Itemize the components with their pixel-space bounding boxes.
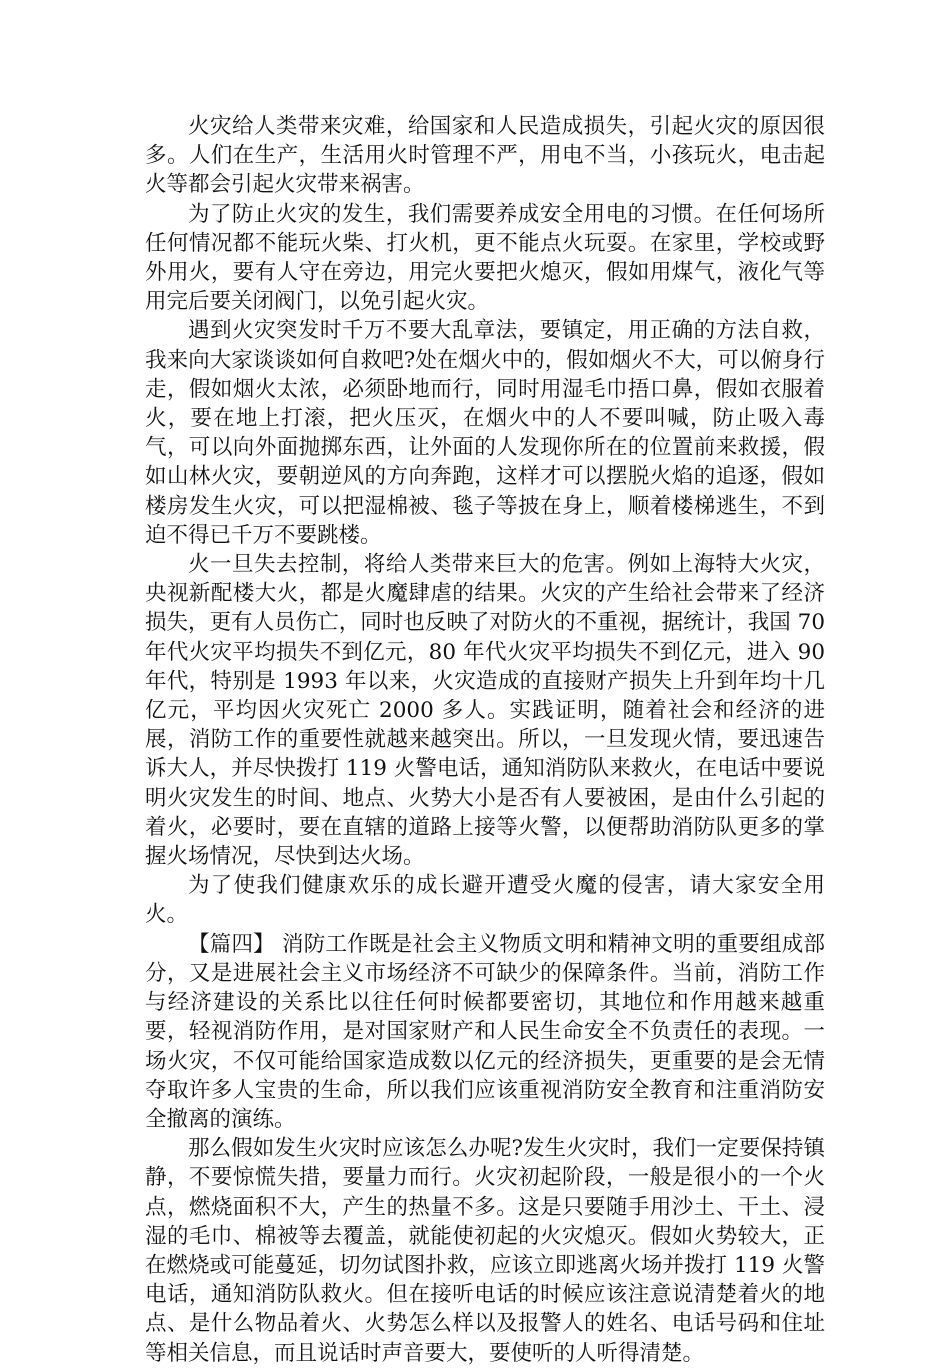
paragraph-fire-prevention: 为了防止火灾的发生，我们需要养成安全用电的习惯。在任何场所任何情况都不能玩火柴、打火机，更不能点火玩耍。在家里，学校或野外用火，要有人守在旁边，用完火要把火熄灭，假如用煤气，液化气等用完后要关闭阀门，以免引起火灾。 — [145, 201, 825, 315]
document-body — [145, 112, 825, 1368]
paragraph-self-rescue: 遇到火灾突发时千万不要大乱章法，要镇定，用正确的方法自救，我来向大家谈谈如何自救吧?处在烟火中的，假如烟火不大，可以俯身行走，假如烟火太浓，必须卧地而行，同时用湿毛巾捂口鼻，假如衣服着火，要在地上打滚，把火压灭，在烟火中的人不要叫喊，防止吸入毒气，可以向外面抛掷东西，让外面的人发现你所在的位置前来救援，假如山林火灾，要朝逆风的方向奔跑，这样才可以摆脱火焰的追逐，假如楼房发生火灾，可以把湿棉被、毯子等披在身上，顺着楼梯逃生，不到迫不得已千万不要跳楼。 — [145, 318, 825, 548]
section-tag: 【篇四】 — [188, 931, 275, 957]
paragraph-what-to-do: 那么假如发生火灾时应该怎么办呢?发生火灾时，我们一定要保持镇静，不要惊慌失措，要量力而行。火灾初起阶段，一般是很小的一个火点，燃烧面积不大，产生的热量不多。这是只要随手用沙土、干土、浸湿的毛巾、棉被等去覆盖，就能使初起的火灾熄灭。假如火势较大，正在燃烧或可能蔓延，切勿试图扑救，应该立即逃离火场并拨打 119 火警电话，通知消防队救火。但在接听电话的时候应该注意说清楚着火的地点、是什么物品着火、火势怎么样以及报警人的姓名、电话号码和住址等相关信息，而且说话时声音要大，要使听的人听得清楚。 — [145, 1136, 825, 1366]
paragraph-fire-danger: 火一旦失去控制，将给人类带来巨大的危害。例如上海特大火灾，央视新配楼大火，都是火魔肆虐的结果。火灾的产生给社会带来了经济损失，更有人员伤亡，同时也反映了对防火的不重视，据统计，我国 70 年代火灾平均损失不到亿元，80 年代火灾平均损失不到亿元，进入 90 年代，特别是 1993 年以来，火灾造成的直接财产损失上升到年均十几亿元，平均因火灾死亡 2000 多人。实践证明，随着社会和经济的进展，消防工作的重要性就越来越突出。所以，一旦发现火情，要迅速告诉大人，并尽快拨打 119 火警电话，通知消防队来救火，在电话中要说明火灾发生的时间、地点、火势大小是否有人要被困，是由什么引起的着火，必要时，要在直辖的道路上接等火警，以便帮助消防队更多的掌握火场情况，尽快到达火场。 — [145, 552, 825, 870]
paragraph-safe-fire-use: 为了使我们健康欢乐的成长避开遭受火魔的侵害，请大家安全用火。 — [145, 873, 825, 928]
paragraph-section-four — [145, 930, 825, 1134]
paragraph-fire-disaster: 火灾给人类带来灾难，给国家和人民造成损失，引起火灾的原因很多。人们在生产，生活用火时管理不严，用电不当，小孩玩火，电击起火等都会引起火灾带来祸害。 — [145, 114, 825, 198]
section-four-text: 消防工作既是社会主义物质文明和精神文明的重要组成部分，又是进展社会主义市场经济不可缺少的保障条件。当前，消防工作与经济建设的关系比以往任何时候都要密切，其地位和作用越来越重要，轻视消防作用，是对国家财产和人民生命安全不负责任的表现。一场火灾，不仅可能给国家造成数以亿元的经济损失，更重要的是会无情夺取许多人宝贵的生命，所以我们应该重视消防安全教育和注重消防安全撤离的演练。 — [145, 931, 825, 1132]
